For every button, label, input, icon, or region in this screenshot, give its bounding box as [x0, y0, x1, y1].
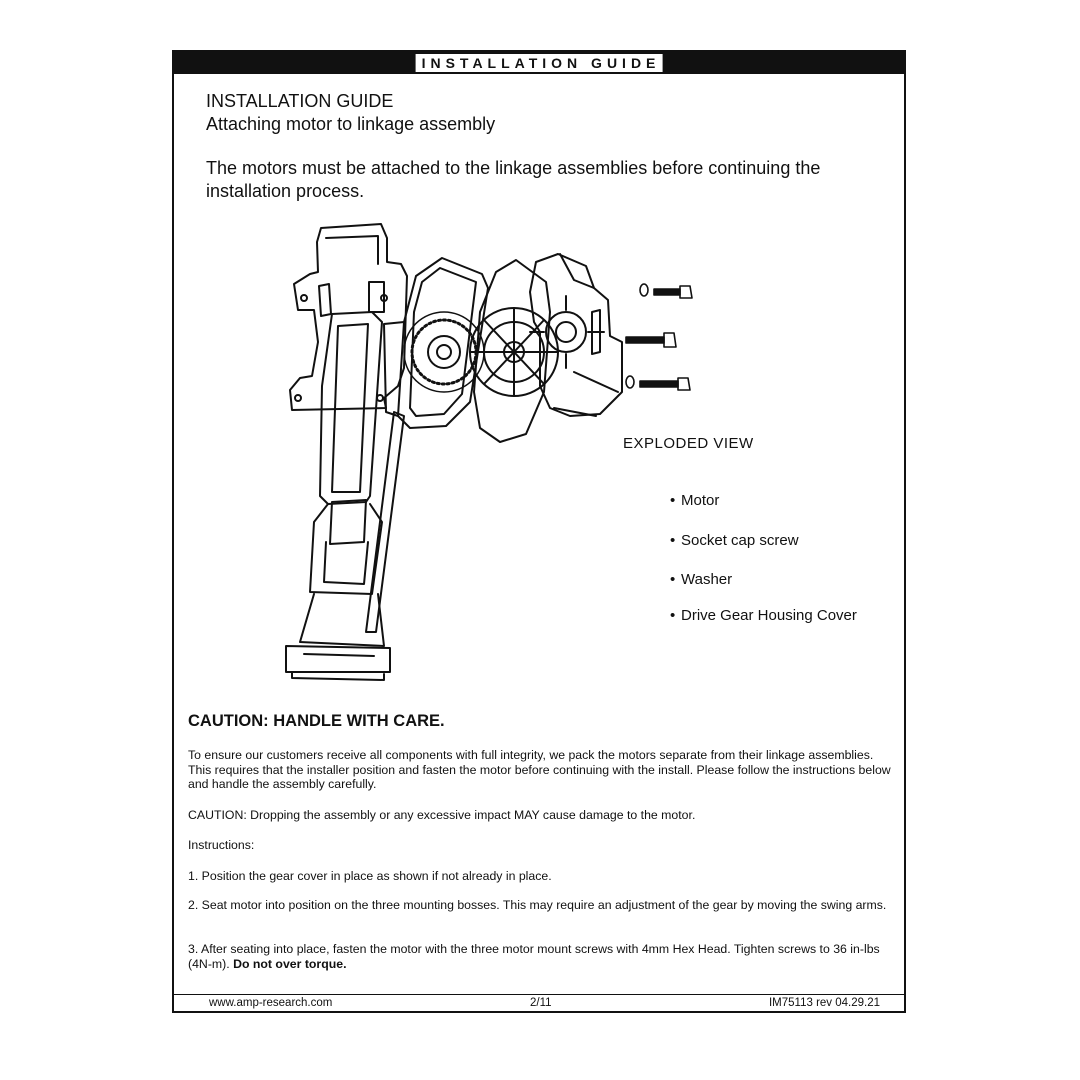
header-banner-label: INSTALLATION GUIDE: [416, 54, 663, 72]
footer-document-id: IM75113 rev 04.29.21: [768, 997, 880, 1009]
caution-warning: CAUTION: Dropping the assembly or any excessive impact MAY cause damage to the motor.: [188, 808, 696, 822]
instruction-step-3: [188, 942, 894, 971]
footer-divider: [174, 994, 904, 995]
drive-gear-housing-cover: [384, 258, 488, 428]
instruction-step-2: 2. Seat motor into position on the three mounting bosses. This may require an adjustment of the gear by moving the swing arms.: [188, 898, 887, 912]
header-banner: [174, 52, 904, 74]
part-label: Motor: [681, 492, 720, 509]
footer-page-number: 2/11: [530, 997, 552, 1009]
caution-paragraph: To ensure our customers receive all components with full integrity, we pack the motors separate from their linkage assemblies. This requires that the installer position and fasten the motor before continuing with the install. Please follow the instructions below and handle the assembly carefully.: [188, 748, 891, 791]
gear-plate: [470, 260, 558, 442]
list-item: • Socket cap screw: [670, 532, 799, 549]
footer-website: www.amp-research.com: [209, 997, 333, 1009]
linkage-arm: [286, 312, 404, 680]
list-item: • Drive Gear Housing Cover: [670, 607, 857, 624]
part-label: Drive Gear Housing Cover: [681, 607, 857, 624]
list-item: • Washer: [670, 571, 733, 588]
page-title: INSTALLATION GUIDE: [206, 91, 394, 111]
intro-text: The motors must be attached to the linkage assemblies before continuing the installation process.: [206, 158, 821, 201]
caution-heading: CAUTION: HANDLE WITH CARE.: [188, 712, 445, 730]
instruction-step-1: 1. Position the gear cover in place as shown if not already in place.: [188, 869, 552, 883]
instructions-label: Instructions:: [188, 838, 255, 852]
part-label: Socket cap screw: [681, 532, 799, 549]
step-3-warning: Do not over torque.: [233, 956, 347, 971]
part-label: Washer: [681, 571, 733, 588]
linkage-bracket: [290, 224, 407, 410]
document-page: [172, 50, 906, 1013]
exploded-view-title: EXPLODED VIEW: [623, 435, 754, 452]
list-item: • Motor: [670, 492, 720, 509]
exploded-view-illustration: [274, 202, 774, 702]
step-3-text: 3. After seating into place, fasten the motor with the three motor mount screws with 4mm Hex Head. Tighten screws to 36 in-lbs (4N-m).: [188, 942, 880, 971]
page-subtitle: Attaching motor to linkage assembly: [206, 114, 496, 134]
socket-cap-screws: [626, 284, 692, 390]
